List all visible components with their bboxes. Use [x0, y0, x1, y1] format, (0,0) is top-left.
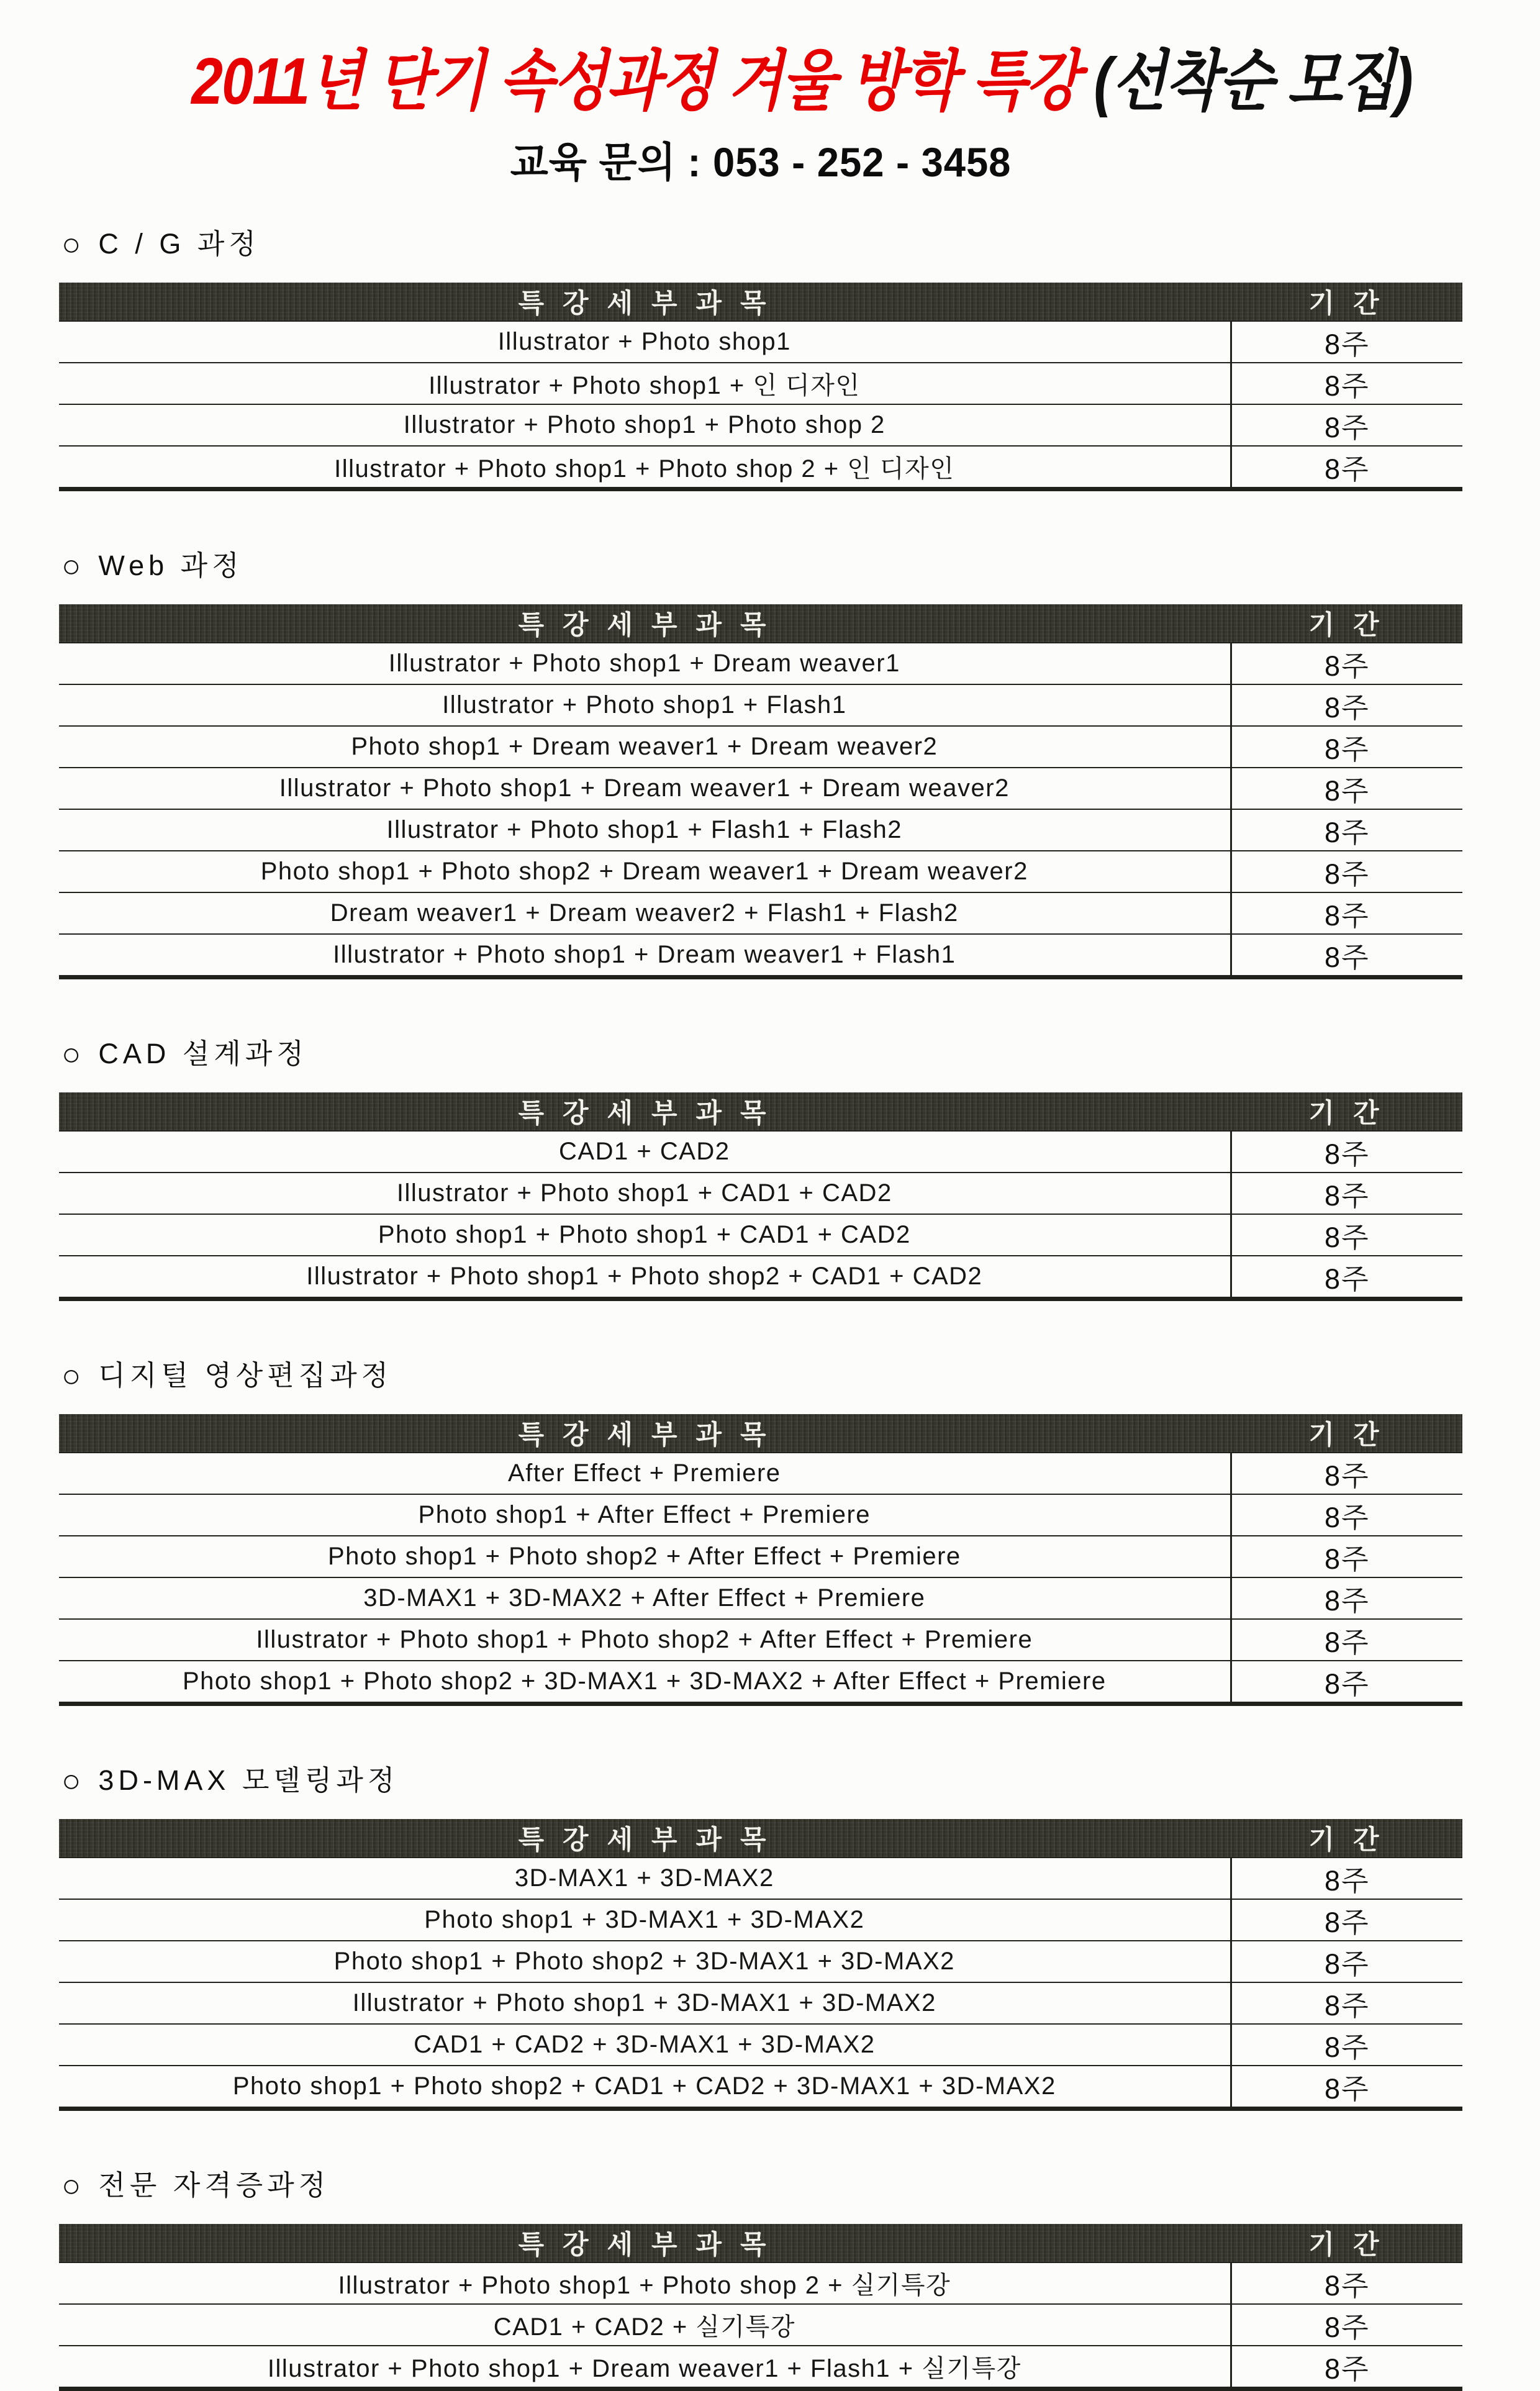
course-period: 8주	[1231, 684, 1462, 726]
table-row	[59, 1619, 1462, 1661]
table-row	[59, 363, 1462, 404]
table-row	[59, 809, 1462, 851]
course-period: 8주	[1231, 851, 1462, 892]
table-header-row	[59, 2224, 1462, 2262]
course-subject: Illustrator + Photo shop1 + Dream weaver1 + Flash1 + 실기특강	[59, 2346, 1231, 2389]
period-column-header: 기 간	[1231, 2224, 1462, 2262]
table-row	[59, 2346, 1462, 2389]
course-subject: Photo shop1 + Photo shop2 + 3D-MAX1 + 3D-MAX2 + After Effect + Premiere	[59, 1661, 1231, 1704]
course-section-cad	[59, 1038, 1462, 1301]
section-heading	[61, 227, 1462, 263]
course-period: 8주	[1231, 934, 1462, 978]
subject-column-header: 특 강 세 부 과 목	[59, 2224, 1231, 2262]
table-row	[59, 2262, 1462, 2304]
course-table-body	[59, 643, 1462, 978]
table-header-row	[59, 283, 1462, 321]
section-heading	[61, 1764, 1462, 1797]
table-header-row	[59, 604, 1462, 643]
course-period: 8주	[1231, 1214, 1462, 1256]
course-period: 8주	[1231, 1577, 1462, 1619]
period-column-header: 기 간	[1231, 1092, 1462, 1131]
course-period: 8주	[1231, 2262, 1462, 2304]
course-period: 8주	[1231, 1536, 1462, 1577]
course-subject: After Effect + Premiere	[59, 1453, 1231, 1494]
course-table	[59, 1819, 1462, 2111]
section-title: 3D-MAX 모델링과정	[98, 1764, 399, 1796]
course-period: 8주	[1231, 1899, 1462, 1941]
course-subject: Photo shop1 + Dream weaver1 + Dream weaver2	[59, 726, 1231, 768]
section-title: C / G 과정	[98, 228, 260, 260]
section-heading	[61, 550, 1462, 582]
subject-column-header: 특 강 세 부 과 목	[59, 283, 1231, 321]
course-subject: CAD1 + CAD2 + 실기특강	[59, 2304, 1231, 2346]
course-subject: Photo shop1 + Photo shop2 + CAD1 + CAD2 + 3D-MAX1 + 3D-MAX2	[59, 2066, 1231, 2109]
section-title: 전문 자격증과정	[98, 2169, 330, 2201]
course-period: 8주	[1231, 1619, 1462, 1661]
contact-info: 교육 문의 : 053 - 252 - 3458	[510, 139, 1012, 185]
page-title	[191, 35, 1413, 128]
title-main: 2011년 단기 속성과정 겨울 방학 특강	[191, 45, 1094, 118]
course-period: 8주	[1231, 2346, 1462, 2389]
course-subject: Illustrator + Photo shop1	[59, 321, 1231, 363]
course-period: 8주	[1231, 1494, 1462, 1536]
section-heading	[61, 1037, 1462, 1073]
course-subject: Photo shop1 + After Effect + Premiere	[59, 1494, 1231, 1536]
course-subject: Illustrator + Photo shop1 + Dream weaver1 + Flash1	[59, 934, 1231, 978]
course-subject: Illustrator + Photo shop1 + Flash1 + Flash2	[59, 809, 1231, 851]
course-table-body	[59, 1453, 1462, 1704]
table-row	[59, 1173, 1462, 1214]
course-period: 8주	[1231, 1661, 1462, 1704]
course-subject: Illustrator + Photo shop1 + Photo shop2 + CAD1 + CAD2	[59, 1256, 1231, 1299]
course-subject: Dream weaver1 + Dream weaver2 + Flash1 + Flash2	[59, 892, 1231, 934]
course-section-cg	[59, 228, 1462, 491]
table-row	[59, 1899, 1462, 1941]
section-heading	[61, 1359, 1462, 1392]
course-section-digital-video	[59, 1359, 1462, 1706]
table-row	[59, 892, 1462, 934]
section-heading	[61, 2169, 1462, 2202]
course-period: 8주	[1231, 404, 1462, 446]
course-table	[59, 604, 1462, 979]
table-row	[59, 2066, 1462, 2109]
course-period: 8주	[1231, 446, 1462, 489]
course-subject: Illustrator + Photo shop1 + CAD1 + CAD2	[59, 1173, 1231, 1214]
table-row	[59, 1131, 1462, 1173]
course-period: 8주	[1231, 1173, 1462, 1214]
course-period: 8주	[1231, 1453, 1462, 1494]
section-title: 디지털 영상편집과정	[98, 1359, 393, 1391]
period-column-header: 기 간	[1231, 283, 1462, 321]
course-subject: Illustrator + Photo shop1 + 3D-MAX1 + 3D-MAX2	[59, 1982, 1231, 2024]
course-period: 8주	[1231, 2304, 1462, 2346]
table-row	[59, 643, 1462, 684]
course-subject: Photo shop1 + Photo shop2 + After Effect + Premiere	[59, 1536, 1231, 1577]
doc-header	[59, 35, 1462, 188]
course-table	[59, 1092, 1462, 1301]
table-row	[59, 404, 1462, 446]
course-table	[59, 2224, 1462, 2391]
course-subject: 3D-MAX1 + 3D-MAX2	[59, 1858, 1231, 1899]
course-subject: Photo shop1 + 3D-MAX1 + 3D-MAX2	[59, 1899, 1231, 1941]
table-row	[59, 1941, 1462, 1982]
course-section-3dmax	[59, 1764, 1462, 2111]
course-period: 8주	[1231, 1256, 1462, 1299]
course-period: 8주	[1231, 643, 1462, 684]
course-table-body	[59, 321, 1462, 489]
circle-bullet-icon: ○	[61, 1358, 81, 1394]
table-row	[59, 1661, 1462, 1704]
section-title: CAD 설계과정	[98, 1038, 308, 1069]
course-subject: Photo shop1 + Photo shop1 + CAD1 + CAD2	[59, 1214, 1231, 1256]
circle-bullet-icon: ○	[61, 2168, 81, 2204]
period-column-header: 기 간	[1231, 1819, 1462, 1858]
course-period: 8주	[1231, 1982, 1462, 2024]
table-row	[59, 1536, 1462, 1577]
course-subject: Photo shop1 + Photo shop2 + Dream weaver1 + Dream weaver2	[59, 851, 1231, 892]
course-period: 8주	[1231, 2066, 1462, 2109]
table-row	[59, 1256, 1462, 1299]
course-subject: 3D-MAX1 + 3D-MAX2 + After Effect + Premiere	[59, 1577, 1231, 1619]
table-row	[59, 2304, 1462, 2346]
table-header-row	[59, 1414, 1462, 1453]
table-row	[59, 1453, 1462, 1494]
course-subject: CAD1 + CAD2 + 3D-MAX1 + 3D-MAX2	[59, 2024, 1231, 2066]
course-period: 8주	[1231, 1941, 1462, 1982]
period-column-header: 기 간	[1231, 1414, 1462, 1453]
course-period: 8주	[1231, 809, 1462, 851]
table-row	[59, 1494, 1462, 1536]
table-row	[59, 1858, 1462, 1899]
course-table-body	[59, 1858, 1462, 2109]
table-row	[59, 934, 1462, 978]
course-table-body	[59, 1131, 1462, 1299]
course-subject: Illustrator + Photo shop1 + Photo shop 2	[59, 404, 1231, 446]
circle-bullet-icon: ○	[61, 227, 81, 263]
table-row	[59, 2024, 1462, 2066]
course-subject: Illustrator + Photo shop1 + Dream weaver1 + Dream weaver2	[59, 768, 1231, 809]
course-subject: Illustrator + Photo shop1 + Flash1	[59, 684, 1231, 726]
course-subject: Photo shop1 + Photo shop2 + 3D-MAX1 + 3D-MAX2	[59, 1941, 1231, 1982]
course-period: 8주	[1231, 1131, 1462, 1173]
table-row	[59, 1214, 1462, 1256]
course-period: 8주	[1231, 892, 1462, 934]
table-row	[59, 726, 1462, 768]
table-row	[59, 768, 1462, 809]
course-table	[59, 1414, 1462, 1706]
course-section-certification	[59, 2169, 1462, 2391]
table-row	[59, 684, 1462, 726]
title-note: (선착순 모집)	[1094, 45, 1413, 118]
table-row	[59, 321, 1462, 363]
subject-column-header: 특 강 세 부 과 목	[59, 604, 1231, 643]
course-subject: CAD1 + CAD2	[59, 1131, 1231, 1173]
course-subject: Illustrator + Photo shop1 + Photo shop 2 + 실기특강	[59, 2262, 1231, 2304]
subject-column-header: 특 강 세 부 과 목	[59, 1414, 1231, 1453]
course-period: 8주	[1231, 363, 1462, 404]
course-period: 8주	[1231, 1858, 1462, 1899]
course-subject: Illustrator + Photo shop1 + Dream weaver1	[59, 643, 1231, 684]
circle-bullet-icon: ○	[61, 1037, 81, 1073]
course-sections	[59, 228, 1462, 2391]
table-header-row	[59, 1092, 1462, 1131]
circle-bullet-icon: ○	[61, 1763, 81, 1799]
table-row	[59, 851, 1462, 892]
course-subject: Illustrator + Photo shop1 + 인 디자인	[59, 363, 1231, 404]
course-table	[59, 283, 1462, 491]
table-row	[59, 446, 1462, 489]
course-table-body	[59, 2262, 1462, 2389]
section-title: Web 과정	[98, 550, 243, 581]
course-period: 8주	[1231, 726, 1462, 768]
course-subject: Illustrator + Photo shop1 + Photo shop 2 + 인 디자인	[59, 446, 1231, 489]
course-period: 8주	[1231, 2024, 1462, 2066]
course-period: 8주	[1231, 768, 1462, 809]
circle-bullet-icon: ○	[61, 548, 81, 584]
period-column-header: 기 간	[1231, 604, 1462, 643]
course-subject: Illustrator + Photo shop1 + Photo shop2 + After Effect + Premiere	[59, 1619, 1231, 1661]
table-header-row	[59, 1819, 1462, 1858]
subject-column-header: 특 강 세 부 과 목	[59, 1819, 1231, 1858]
table-row	[59, 1982, 1462, 2024]
course-section-web	[59, 550, 1462, 979]
table-row	[59, 1577, 1462, 1619]
course-period: 8주	[1231, 321, 1462, 363]
subject-column-header: 특 강 세 부 과 목	[59, 1092, 1231, 1131]
